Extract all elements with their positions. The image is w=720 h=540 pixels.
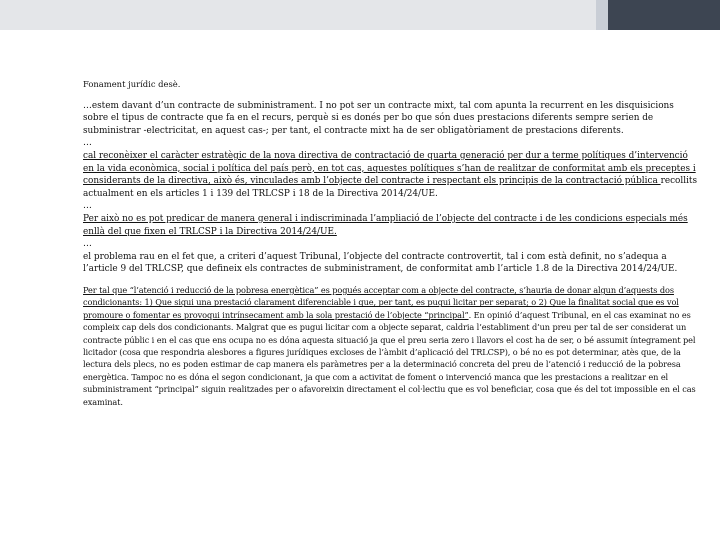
paragraph-directive [83, 150, 698, 200]
directive-underlined: cal reconèixer el caràcter estratègic de la nova directiva de contractació de quarta generació per dur a terme polítiques d’intervenció en la vida econòmica, social i política del país però, en tot cas, aquestes polítiques s’han de realitzar de conformitat amb els preceptes i considerants de la directiva, això és, vinculades amb l’objecte del contracte i respectant els principis de la contractació pública [83, 150, 696, 187]
header-accent-light [596, 0, 608, 30]
ellipsis-3: … [83, 239, 92, 250]
paragraph-gap [83, 276, 698, 284]
ellipsis-1: … [83, 138, 92, 149]
paragraph-problem: el problema rau en el fet que, a criteri d’aquest Tribunal, l’objecte del contracte controvertit, tal i com està definit, no s’adequa a l’article 9 del TRLCSP, que defineix els contractes de subministrament, de conformitat amb l’article 1.8 de la Directiva 2014/24/UE. [83, 251, 678, 275]
ellipsis-2: … [83, 201, 92, 212]
paragraph-contract-type: …estem davant d’un contracte de subministrament. I no pot ser un contracte mixt, tal com apunta la recurrent en les disquisicions sobre el tipus de contracte que fa en el recurs, perquè si es donés per bo que són dues prestacions diferents sempre serien de subministrar -electricitat, en aquest cas-; per tant, el contracte mixt ha de ser obligatòriament de prestacions diferents. [83, 100, 674, 136]
directive-tail: recollits actualment en els articles 1 i 139 del TRLCSP i 18 de la Directiva 2014/24/UE. [83, 176, 698, 199]
energy-poverty-tail: . En opinió d’aquest Tribunal, en el cas examinat no es compleix cap dels dos condicionants. Malgrat que es pugui licitar com a objecte separat, caldria l’establiment d’un preu per tal de ser considerat un contracte públic i en el cas que ens ocupa no es dóna aquesta situació ja que el preu seria zero i llavors el cost ha de ser, o bé assumit íntegrament pel licitador (cosa que respondria alesbores a figures jurídiques excloses de l’àmbit d’aplicació del TRLCSP), o bé no es pot determinar, atès que, de la lectura dels plecs, no es poden estimar de cap manera els paràmetres per a la determinació concreta del preu de l’atenció i reducció de la pobresa energètica. Tampoc no es dóna el segon condicionant, ja que com a activitat de foment o intervenció manca que les prestacions a realitzar en el subministrament “principal” siguin realitzades per o afavoreixin directament el col·lectiu que es vol beneficiar, cosa que és del tot impossible en el cas examinat. [83, 309, 696, 407]
energy-poverty-underlined: Per tal que “l’atenció i reducció de la pobresa energètica” es pogués acceptar com a objecte del contracte, s’hauria de donar algun d’aquests dos condicionants: 1) Que sigui una prestació clarament diferenciable i que, per tant, es pugui licitar per separat; o 2) Que la finalitat social que es vol promoure o fomentar es provoqui intrínsecament amb la sola prestació de l’objecte “principal” [83, 284, 679, 320]
paragraph-energy-poverty [83, 284, 698, 408]
paragraph-object-extension: Per això no es pot predicar de manera general i indiscriminada l’ampliació de l’objecte del contracte i de les condicions especials més enllà del que fixen el TRLCSP i la Directiva 2014/24/UE. [83, 213, 688, 237]
header-accent-dark [608, 0, 720, 30]
slide-heading: Fonament jurídic desè. [83, 79, 181, 89]
slide-body [83, 78, 698, 408]
